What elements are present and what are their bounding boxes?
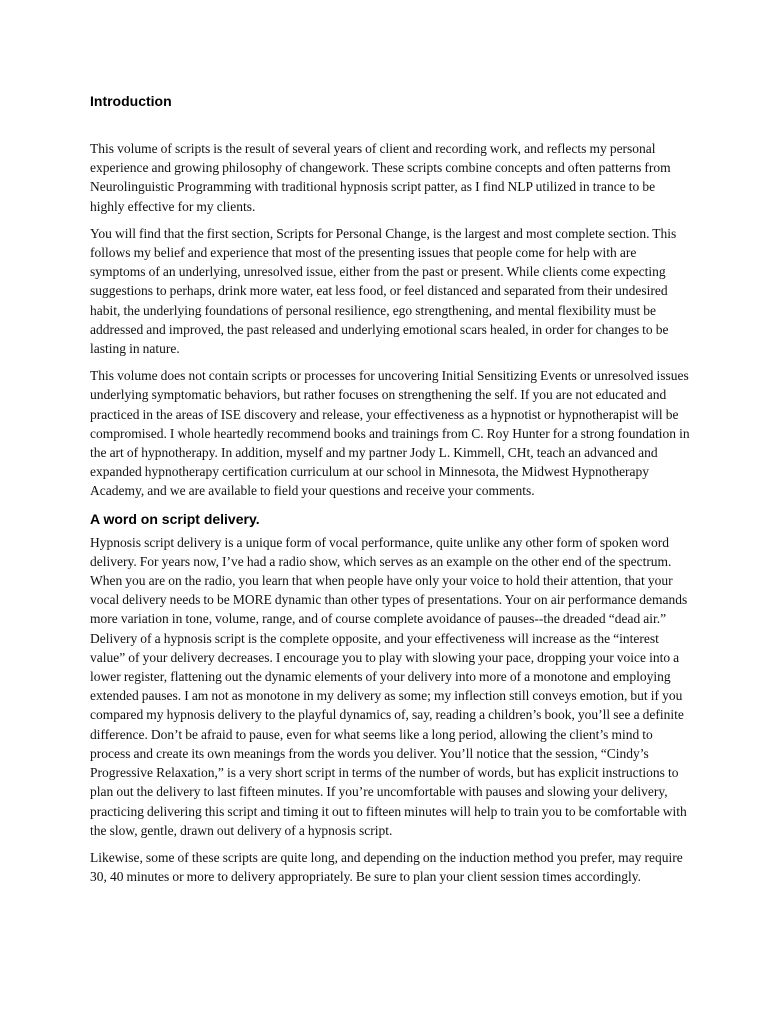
intro-paragraph-3: This volume does not contain scripts or processes for uncovering Initial Sensitizing Events or unresolved issues underlying symptomatic behaviors, but rather focuses on strengthening the self. If you are not educated and practiced in the areas of ISE discovery and release, your effectiveness as a hypnotist or hypnotherapist will be compromised. I whole heartedly recommend books and trainings from C. Roy Hunter for a strong foundation in the art of hypnotherapy. In addition, myself and my partner Jody L. Kimmell, CHt, teach an advanced and expanded hypnotherapy certification curriculum at our school in Minnesota, the Midwest Hypnotherapy Academy, and we are available to field your questions and receive your comments. xyxy=(90,368,690,499)
intro-paragraph-1: This volume of scripts is the result of several years of client and recording work, and reflects my personal experience and growing philosophy of changework. These scripts combine concepts and often patterns from Neurolinguistic Programming with traditional hypnosis script patter, as I find NLP utilized in trance to be highly effective for my clients. xyxy=(90,141,671,214)
subsection-title: A word on script delivery. xyxy=(90,510,260,527)
section-title: Introduction xyxy=(90,93,172,109)
delivery-paragraph-2: Likewise, some of these scripts are quite long, and depending on the induction method you prefer, may require 30, 40 minutes or more to delivery appropriately. Be sure to plan your client session times accordingly. xyxy=(90,849,683,885)
intro-paragraph-2: You will find that the first section, Scripts for Personal Change, is the largest and most complete section. This follows my belief and experience that most of the presenting issues that people come for help with are symptoms of an underlying, unresolved issue, either from the past or present. While clients come expecting suggestions to perhaps, drink more water, eat less food, or feel distanced and separated from their undesired habit, the underlying foundations of personal resilience, ego strengthening, and mental flexibility must be addressed and improved, the past released and underlying emotional scars healed, in order for changes to be lasting in nature. xyxy=(90,225,677,357)
document-body xyxy=(90,91,690,894)
delivery-paragraph-1: Hypnosis script delivery is a unique form of vocal performance, quite unlike any other form of spoken word delivery. For years now, I’ve had a radio show, which serves as an example on the other end of the spectrum. When you are on the radio, you learn that when people have only your voice to hold their attention, that your vocal delivery needs to be MORE dynamic than other types of presentations. Your on air performance demands more variation in tone, volume, range, and of course complete avoidance of pauses--the dreaded “dead air.” Delivery of a hypnosis script is the complete opposite, and your effectiveness will increase as the “interest value” of your delivery decreases. I encourage you to play with slowing your pace, dropping your voice into a lower register, flattening out the dynamic elements of your delivery into more of a monotone and employing extended pauses. I am not as monotone in my delivery as some; my inflection still conveys emotion, but if you compared my hypnosis delivery to the playful dynamics of, say, reading a children’s book, you’ll see a definite difference. Don’t be afraid to pause, even for what seems like a long period, allowing the client’s mind to process and create its own meanings from the words you deliver. You’ll notice that the session, “Cindy’s Progressive Relaxation,” is a very short script in terms of the number of words, but has explicit instructions to plan out the delivery to last fifteen minutes. If you’re uncomfortable with pauses and slowing your delivery, practicing delivering this script and timing it out to fifteen minutes will help to train you to be comfortable with the slow, gentle, drawn out delivery of a hypnosis script. xyxy=(90,534,688,838)
